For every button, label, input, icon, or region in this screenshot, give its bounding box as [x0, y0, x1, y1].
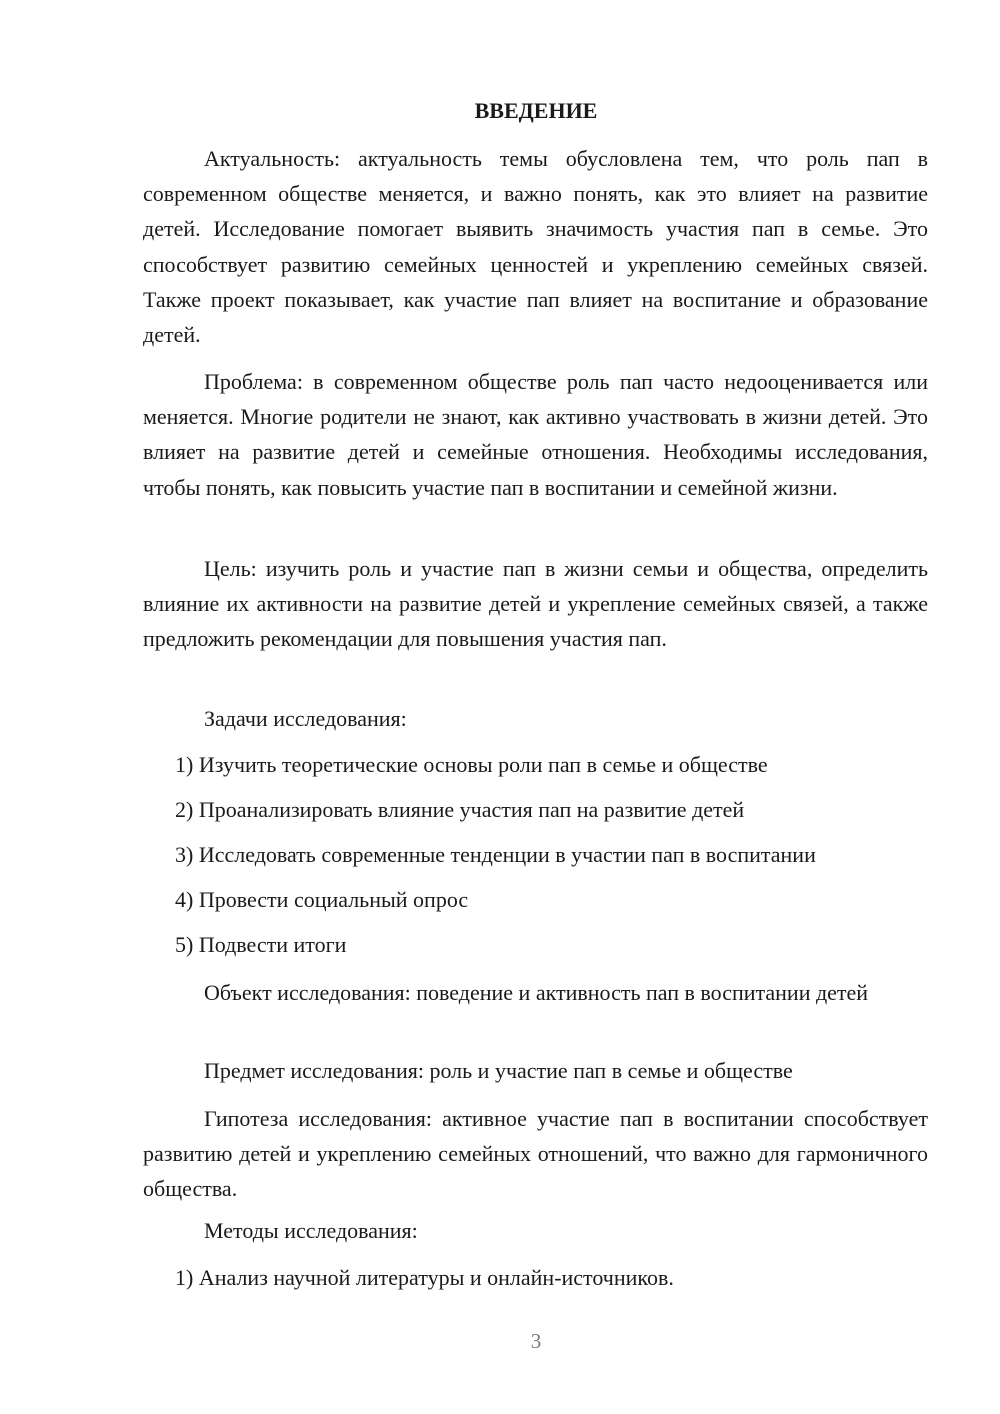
task-item-2: 2) Проанализировать влияние участия пап на развитие детей — [175, 797, 745, 822]
subject-line: Предмет исследования: роль и участие пап в семье и обществе — [204, 1058, 793, 1083]
methods-heading: Методы исследования: — [204, 1218, 418, 1243]
page-number: 3 — [530, 1329, 542, 1353]
goal-paragraph: Цель: изучить роль и участие пап в жизни семьи и общества, определить влияние их активности на развитие детей и укрепление семейных связей, а также предложить рекомендации для повышения участия пап. — [143, 556, 928, 652]
task-item-1: 1) Изучить теоретические основы роли пап в семье и обществе — [175, 752, 768, 777]
task-item-5: 5) Подвести итоги — [175, 932, 347, 957]
object-paragraph: Объект исследования: поведение и активность пап в воспитании детей — [204, 980, 869, 1005]
task-item-4: 4) Провести социальный опрос — [175, 887, 469, 912]
hypothesis-paragraph: Гипотеза исследования: активное участие пап в воспитании способствует развитию детей и укреплению семейных отношений, что важно для гармоничного общества. — [143, 1106, 928, 1202]
tasks-heading: Задачи исследования: — [204, 706, 407, 731]
problem-paragraph: Проблема: в современном обществе роль пап часто недооценивается или меняется. Многие родители не знают, как активно участвовать в жизни детей. Это влияет на развитие детей и семейные отношения. Необходимы исследования, чтобы понять, как повысить участие пап в воспитании и семейной жизни. — [143, 369, 928, 500]
task-item-3: 3) Исследовать современные тенденции в участии пап в воспитании — [175, 842, 816, 867]
method-item-1: 1) Анализ научной литературы и онлайн-источников. — [175, 1265, 674, 1290]
page-title: ВВЕДЕНИЕ — [474, 98, 598, 123]
relevance-paragraph: Актуальность: актуальность темы обусловлена тем, что роль пап в современном обществе меняется, и важно понять, как это влияет на развитие детей. Исследование помогает выявить значимость участия пап в семье. Это способствует развитию семейных ценностей и укреплению семейных связей. Также проект показывает, как участие пап влияет на воспитание и образование детей. — [143, 146, 928, 348]
